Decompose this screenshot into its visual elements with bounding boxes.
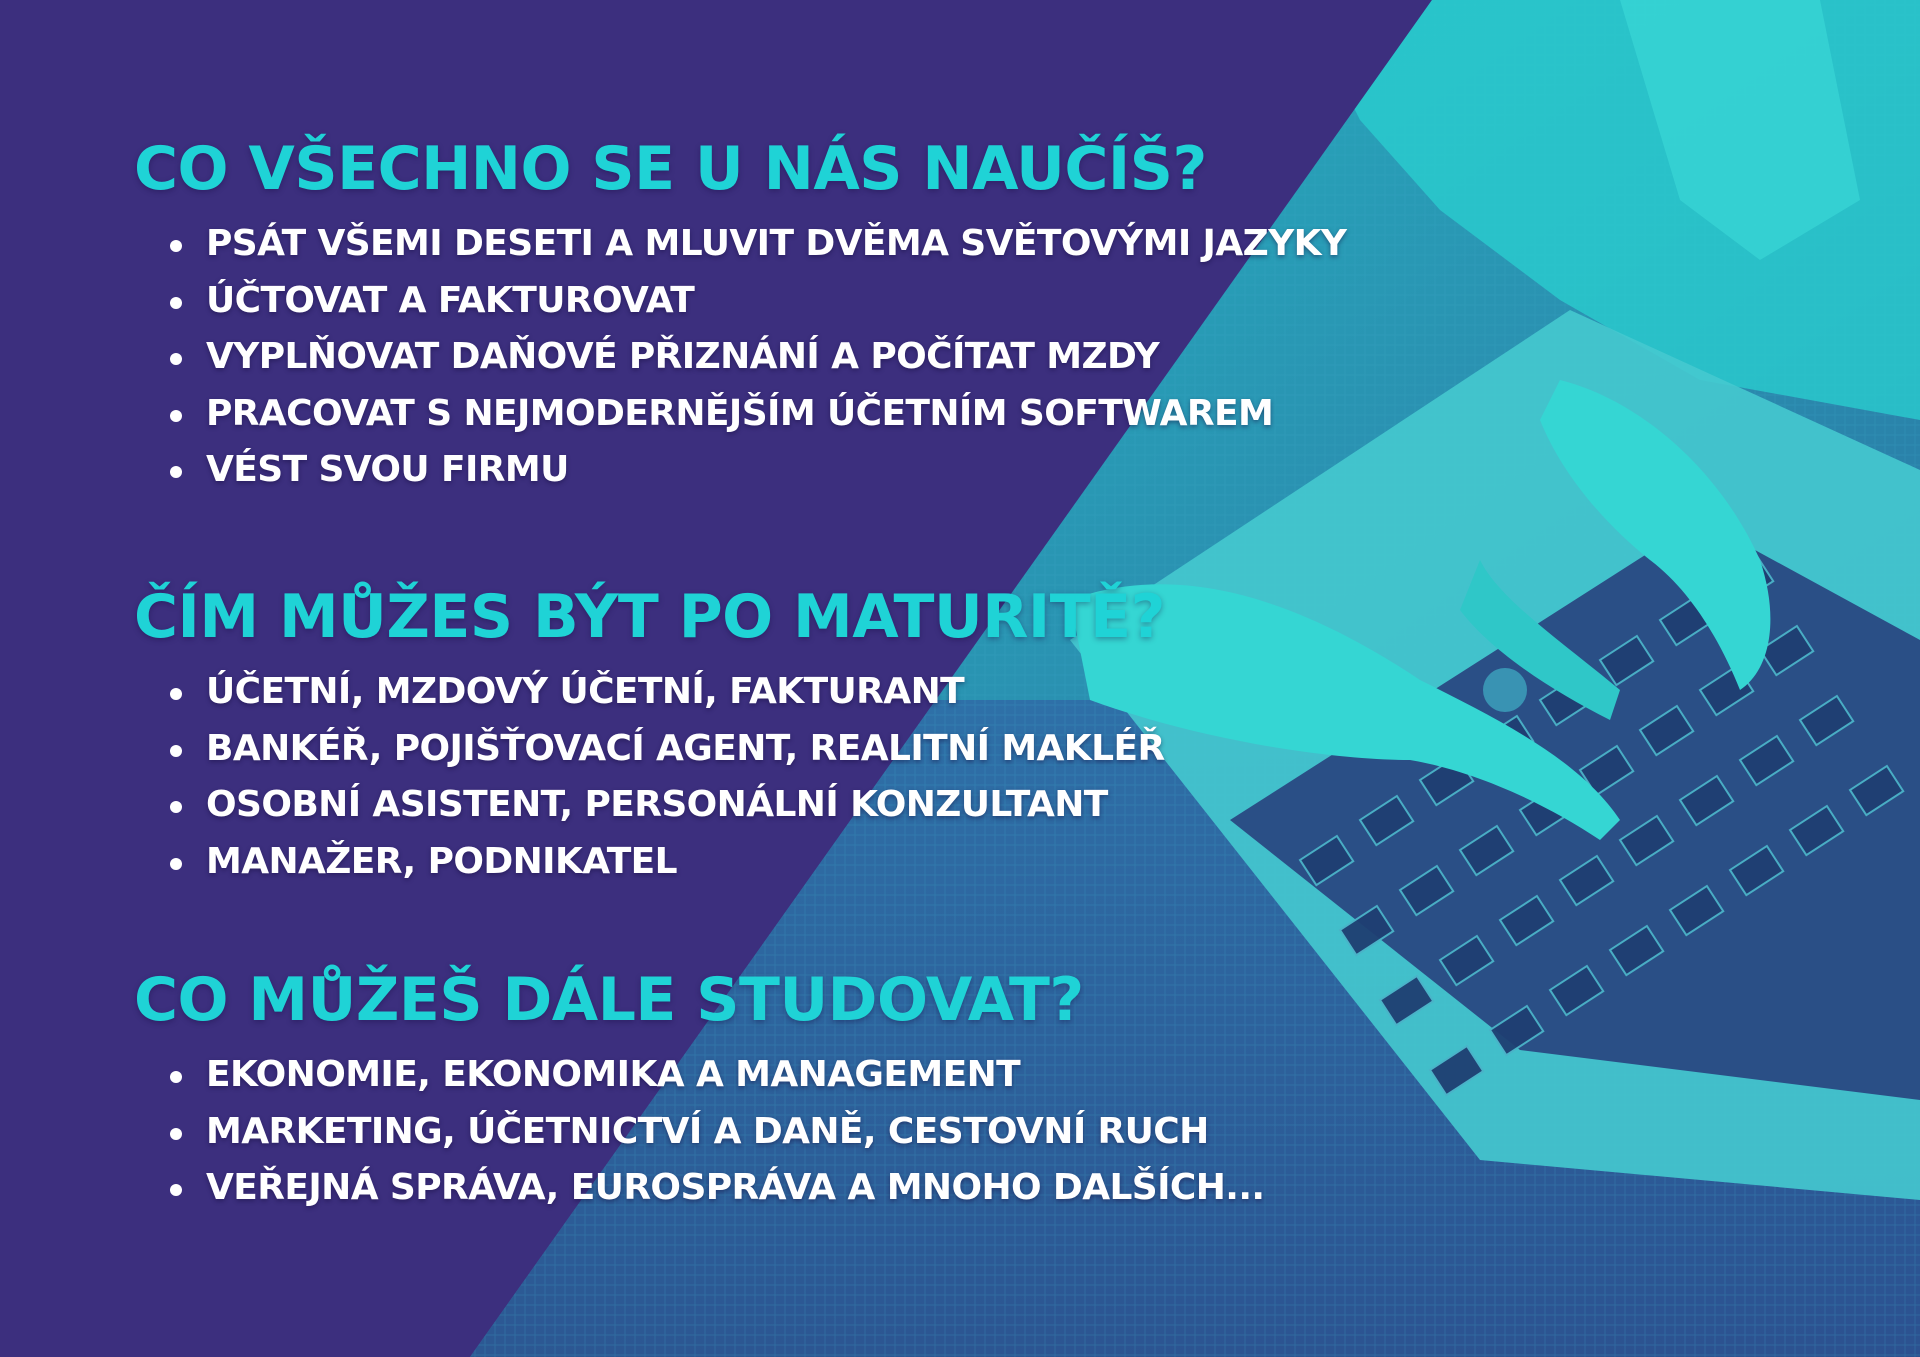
list-item-text: PSÁT VŠEMI DESETI A MLUVIT DVĚMA SVĚTOVÝMI JAZYKY bbox=[206, 223, 1347, 264]
list-item bbox=[134, 664, 1165, 721]
list-item-text: ÚČTOVAT A FAKTUROVAT bbox=[206, 279, 695, 321]
bullet-icon bbox=[170, 688, 182, 700]
bullet-icon bbox=[170, 745, 182, 757]
section-heading: CO MŮŽEŠ DÁLE STUDOVAT? bbox=[134, 965, 1084, 1035]
list-item bbox=[134, 216, 1346, 273]
bullet-icon bbox=[170, 1184, 182, 1196]
list-item-text: BANKÉŘ, POJIŠŤOVACÍ AGENT, REALITNÍ MAKLÉŘ bbox=[206, 727, 1165, 769]
list-item bbox=[134, 1104, 1265, 1161]
list-item-text: PRACOVAT S NEJMODERNĚJŠÍM ÚČETNÍM SOFTWAREM bbox=[206, 392, 1274, 434]
list-item-text: VEŘEJNÁ SPRÁVA, EUROSPRÁVA A MNOHO DALŠÍCH... bbox=[206, 1167, 1265, 1208]
list-item bbox=[134, 834, 1165, 891]
list-item bbox=[134, 1047, 1265, 1104]
list-item bbox=[134, 721, 1165, 778]
section-what-you-learn bbox=[134, 134, 1346, 499]
bullet-icon bbox=[170, 858, 182, 870]
list-item-text: ÚČETNÍ, MZDOVÝ ÚČETNÍ, FAKTURANT bbox=[206, 671, 965, 712]
list-item bbox=[134, 386, 1346, 443]
bullet-icon bbox=[170, 297, 182, 309]
list-item bbox=[134, 329, 1346, 386]
bullet-icon bbox=[170, 410, 182, 422]
list-item-text: VÉST SVOU FIRMU bbox=[206, 449, 569, 490]
list-item-text: MARKETING, ÚČETNICTVÍ A DANĚ, CESTOVNÍ RUCH bbox=[206, 1110, 1209, 1152]
section-further-study bbox=[134, 965, 1265, 1217]
bullet-list bbox=[134, 664, 1165, 890]
bullet-icon bbox=[170, 1128, 182, 1140]
bullet-icon bbox=[170, 466, 182, 478]
list-item-text: EKONOMIE, EKONOMIKA A MANAGEMENT bbox=[206, 1054, 1021, 1095]
section-heading: ČÍM MŮŽES BÝT PO MATURITĚ? bbox=[134, 582, 1165, 652]
bullet-icon bbox=[170, 353, 182, 365]
list-item bbox=[134, 1160, 1265, 1217]
list-item bbox=[134, 273, 1346, 330]
list-item bbox=[134, 442, 1346, 499]
list-item bbox=[134, 777, 1165, 834]
bullet-list bbox=[134, 1047, 1265, 1217]
list-item-text: VYPLŇOVAT DAŇOVÉ PŘIZNÁNÍ A POČÍTAT MZDY bbox=[206, 336, 1160, 377]
bullet-icon bbox=[170, 240, 182, 252]
section-heading: CO VŠECHNO SE U NÁS NAUČÍŠ? bbox=[134, 134, 1207, 204]
list-item-text: OSOBNÍ ASISTENT, PERSONÁLNÍ KONZULTANT bbox=[206, 784, 1108, 825]
bullet-icon bbox=[170, 801, 182, 813]
bullet-icon bbox=[170, 1071, 182, 1083]
section-careers bbox=[134, 582, 1165, 890]
bullet-list bbox=[134, 216, 1346, 499]
list-item-text: MANAŽER, PODNIKATEL bbox=[206, 840, 678, 882]
